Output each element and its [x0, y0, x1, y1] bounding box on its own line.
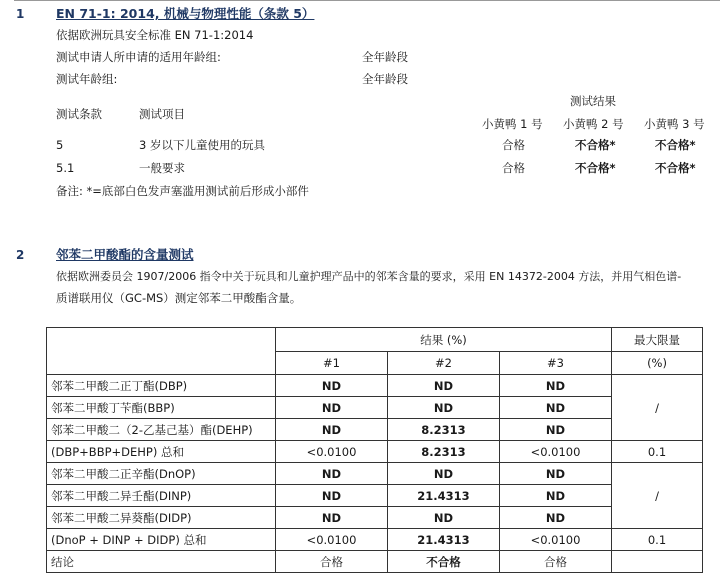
sum2-name: (DnoP + DINP + DIDP) 总和 [47, 529, 276, 551]
compound-name: 邻苯二甲酸丁苄酯(BBP) [47, 397, 276, 419]
conclusion-value-2: 不合格 [388, 551, 500, 573]
sample-col-2: #2 [388, 352, 500, 375]
compound-name: 邻苯二甲酸二正丁酯(DBP) [47, 375, 276, 397]
header-blank-cell [47, 328, 276, 375]
value-2: ND [388, 397, 500, 419]
top-rule [14, 0, 720, 1]
age-group-applied-label: 测试申请人所申请的适用年龄组: [56, 50, 221, 64]
section1-title: EN 71-1: 2014, 机械与物理性能（条款 5） [56, 6, 315, 21]
sum1-limit: 0.1 [612, 441, 703, 463]
value-1: ND [276, 463, 388, 485]
table-row [47, 485, 703, 507]
max-limit-unit: (%) [612, 352, 703, 375]
section2-number: 2 [16, 248, 25, 262]
value-1: ND [276, 485, 388, 507]
sum2-value-2: 21.4313 [388, 529, 500, 551]
row2-result-1: 合格 [502, 161, 525, 175]
sum1-value-3: <0.0100 [500, 441, 612, 463]
sample-3-header: 小黄鸭 3 号 [644, 117, 705, 131]
sum1-value-1: <0.0100 [276, 441, 388, 463]
group2-limit: / [612, 463, 703, 529]
sum-row [47, 529, 703, 551]
sum2-value-3: <0.0100 [500, 529, 612, 551]
table-row [47, 397, 703, 419]
sample-1-header: 小黄鸭 1 号 [482, 117, 543, 131]
test-age-group-label: 测试年龄组: [56, 72, 118, 86]
row1-result-2: 不合格* [575, 138, 616, 152]
test-age-group-value: 全年龄段 [362, 72, 408, 86]
table-row [47, 463, 703, 485]
value-3: ND [500, 485, 612, 507]
table-row [47, 375, 703, 397]
section2-desc-line1: 依据欧洲委员会 1907/2006 指令中关于玩具和儿童护理产品中的邻苯含量的要求，采用 EN 14372-2004 方法，并用气相色谱- [56, 270, 682, 283]
value-1: ND [276, 507, 388, 529]
section1-note: 备注: *=底部白色发声塞滥用测试前后形成小部件 [56, 184, 309, 198]
compound-name: 邻苯二甲酸二正辛酯(DnOP) [47, 463, 276, 485]
row2-clause: 5.1 [56, 161, 75, 175]
conclusion-row [47, 551, 703, 573]
value-1: ND [276, 397, 388, 419]
table-row [47, 507, 703, 529]
results-header: 测试结果 [570, 94, 616, 108]
table-header-row [47, 328, 703, 352]
value-3: ND [500, 375, 612, 397]
row1-item: 3 岁以下儿童使用的玩具 [139, 138, 265, 152]
sum1-name: (DBP+BBP+DEHP) 总和 [47, 441, 276, 463]
sample-col-3: #3 [500, 352, 612, 375]
compound-name: 邻苯二甲酸二（2-乙基己基）酯(DEHP) [47, 419, 276, 441]
sum2-value-1: <0.0100 [276, 529, 388, 551]
sum1-value-2: 8.2313 [388, 441, 500, 463]
row2-result-3: 不合格* [655, 161, 696, 175]
value-3: ND [500, 463, 612, 485]
table-row [47, 419, 703, 441]
result-header: 结果 (%) [276, 328, 612, 352]
conclusion-value-1: 合格 [276, 551, 388, 573]
group1-limit: / [612, 375, 703, 441]
sample-2-header: 小黄鸭 2 号 [563, 117, 624, 131]
conclusion-label: 结论 [47, 551, 276, 573]
age-group-applied-value: 全年龄段 [362, 50, 408, 64]
compound-name: 邻苯二甲酸二异壬酯(DINP) [47, 485, 276, 507]
value-2: 21.4313 [388, 485, 500, 507]
row1-result-3: 不合格* [655, 138, 696, 152]
value-2: ND [388, 507, 500, 529]
compound-name: 邻苯二甲酸二异葵酯(DIDP) [47, 507, 276, 529]
value-3: ND [500, 419, 612, 441]
value-1: ND [276, 419, 388, 441]
section2-desc-line2: 质谱联用仪（GC-MS）测定邻苯二甲酸酯含量。 [56, 291, 302, 305]
phthalate-table [46, 327, 703, 573]
col-item-header: 测试项目 [139, 107, 185, 121]
value-2: ND [388, 463, 500, 485]
section1-standard: 依据欧洲玩具安全标准 EN 71-1:2014 [56, 28, 254, 42]
max-limit-header: 最大限量 [612, 328, 703, 352]
section1-number: 1 [16, 7, 25, 21]
value-3: ND [500, 397, 612, 419]
conclusion-limit [612, 551, 703, 573]
sample-col-1: #1 [276, 352, 388, 375]
row2-item: 一般要求 [139, 161, 185, 175]
value-2: 8.2313 [388, 419, 500, 441]
conclusion-value-3: 合格 [500, 551, 612, 573]
sum-row [47, 441, 703, 463]
value-1: ND [276, 375, 388, 397]
section2-title: 邻苯二甲酸酯的含量测试 [56, 247, 194, 262]
col-clause-header: 测试条款 [56, 107, 102, 121]
row1-clause: 5 [56, 138, 64, 152]
row2-result-2: 不合格* [575, 161, 616, 175]
value-3: ND [500, 507, 612, 529]
value-2: ND [388, 375, 500, 397]
row1-result-1: 合格 [502, 138, 525, 152]
sum2-limit: 0.1 [612, 529, 703, 551]
